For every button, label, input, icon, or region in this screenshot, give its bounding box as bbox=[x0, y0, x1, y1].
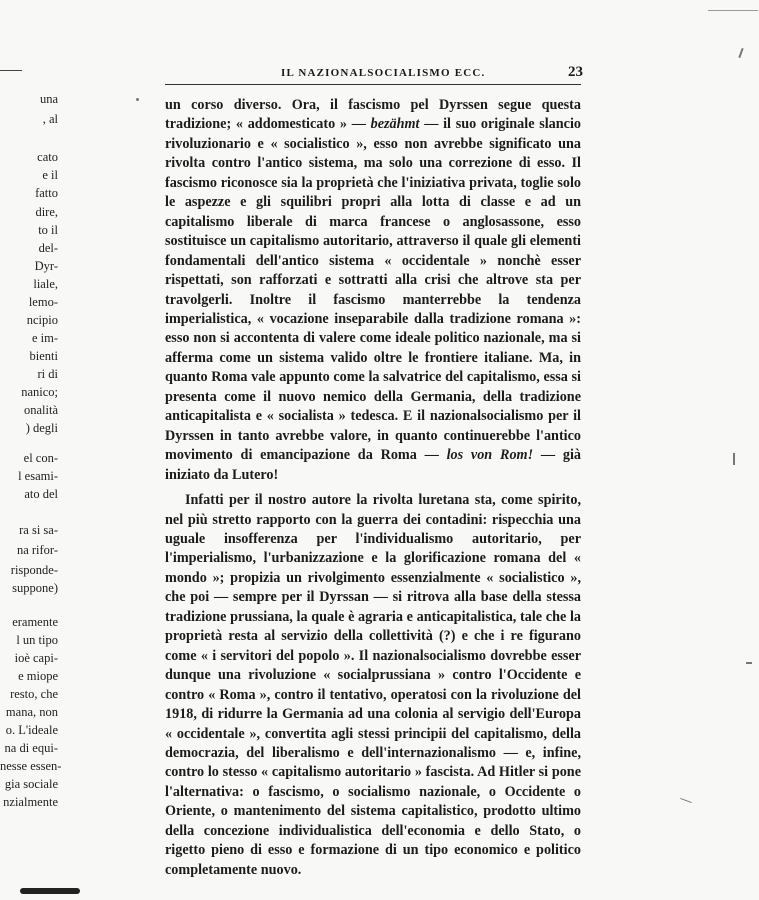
facing-page-line: cato bbox=[37, 150, 58, 164]
paragraph bbox=[165, 96, 581, 485]
body-text bbox=[165, 96, 581, 880]
facing-page-line: ri di bbox=[37, 367, 58, 381]
scan-mark bbox=[136, 98, 139, 101]
facing-page-line: e miope bbox=[18, 669, 58, 683]
scan-mark bbox=[733, 453, 735, 465]
facing-page-line: e im- bbox=[31, 331, 58, 345]
facing-page-rule bbox=[0, 70, 22, 71]
running-title: IL NAZIONALSOCIALISMO ECC. bbox=[281, 67, 486, 79]
running-head-rule bbox=[165, 84, 581, 85]
facing-page-line: na di equi- bbox=[4, 741, 58, 755]
text-run: un corso diverso. Ora, il fascismo pel Dyrssen segue questa tradizione; « addomesticato » — bbox=[165, 97, 581, 133]
facing-page-line: Dyr- bbox=[34, 259, 58, 273]
facing-page-line: ) degli bbox=[25, 421, 58, 435]
facing-page-line: to il bbox=[38, 223, 58, 237]
running-head bbox=[165, 64, 583, 84]
facing-page-line: suppone) bbox=[12, 581, 58, 595]
facing-page-line: ra si sa- bbox=[19, 523, 58, 537]
facing-page-line: liale, bbox=[33, 277, 58, 291]
facing-page-line: del- bbox=[38, 241, 58, 255]
facing-page-line: ioè capi- bbox=[14, 651, 58, 665]
scan-mark bbox=[746, 662, 752, 664]
facing-page-line: resto, che bbox=[10, 687, 58, 701]
facing-page-line: o. L'ideale bbox=[5, 723, 58, 737]
scan-mark bbox=[708, 10, 758, 11]
facing-page-line: el con- bbox=[23, 451, 58, 465]
facing-page-line: , al bbox=[42, 112, 58, 126]
paragraph bbox=[165, 491, 581, 880]
facing-page-line: bienti bbox=[29, 349, 58, 363]
facing-page-line: nanico; bbox=[21, 385, 58, 399]
text-run: — il suo originale slancio rivoluzionario e « socialistico », esso non avrebbe significato una rivolta contro l'antico sistema, ma solo una correzione di esso. Il fascismo riconosce sia la proprietà che l'iniziativa privata, toglie solo le aspezze e gli squilibri propri alla lotta di classe e ad un capitalismo liberale di marca francese o anglosassone, esso sostituisce un capitalismo autoritario, attraverso il quale gli elementi fondamentali dell'antico sistema « occidentale » nonchè esser rispettati, son rafforzati e sottratti alla crisi che altrove sta per travolgerli. Inoltre il fascismo manterrebbe la tendenza imperialistica, « vocazione inseparabile dalla tradizione romana »: esso non si accontenta di valere come ideale politico nazionale, ma si afferma come un sistema valido oltre le frontiere italiane. Ma, in quanto Roma vale appunto come la salvatrice del capitalismo, essa si presenta come il nuovo nemico della Germania, della tradizione anticapitalista e « socialista » tedesca. E il nazionalsocialismo per il Dyrssen in tanto avrebbe valore, in quanto continuerebbe l'antico movimento di emancipazione da Roma — bbox=[165, 116, 581, 464]
facing-page-fragment bbox=[0, 0, 62, 900]
facing-page-line: ncipio bbox=[26, 313, 58, 327]
text-run: Infatti per il nostro autore la rivolta luretana sta, come spirito, nel più stretto rapporto con la guerra dei contadini: rispecchia una uguale insofferenza per l'individualismo autoritario, per l'imperialismo, l'urbanizzazione e la glorificazione romana del « mondo »; propizia un rivolgimento essenzialmente « socialistico », che poi — sempre per il Dyrssan — si ritrova alla base della stessa tradizione prussiana, la quale è agraria e anticapitalistica, tale che la proprietà resta al servizio della collettività (?) e che i re figurano come « i servitori del popolo ». Il nazionalsocialismo dovrebbe esser dunque una rivoluzione « socialprussiana » contro l'Occidente e contro « Roma », contro il tentativo, operatosi con la rivoluzione del 1918, di ridurre la Germania ad una colonia al servigio dell'Europa « occidentale », convertita agli stessi principii del capitalismo, della democrazia, del liberalismo e dell'internazionalismo — e, infine, contro lo stesso « capitalismo autoritario » fascista. Ad Hitler si pone l'alternativa: o fascismo, o socialismo nazionale, o Occidente o Oriente, o mantenimento del sistema capitalistico, prodotto ultimo della concezione individualistica dell'economia e dello Stato, o rigetto pieno di esso e formazione di un tipo economico e politico completamente nuovo. bbox=[165, 492, 581, 878]
italic-text: los von Rom! bbox=[446, 447, 534, 464]
facing-page-line: l esami- bbox=[18, 469, 58, 483]
text-run: — già iniziato da Lutero! bbox=[165, 447, 581, 483]
facing-page-line: nesse essen- bbox=[0, 759, 62, 773]
page-number: 23 bbox=[568, 64, 583, 80]
facing-page-line: mana, non bbox=[5, 705, 58, 719]
facing-page-line: fatto bbox=[35, 186, 58, 200]
italic-text: bezähmt bbox=[370, 116, 420, 133]
facing-page-line: ato del bbox=[24, 487, 58, 501]
scan-mark bbox=[20, 888, 80, 894]
facing-page-line: l un tipo bbox=[16, 633, 58, 647]
facing-page-line: e il bbox=[42, 168, 58, 182]
facing-page-line: na rifor- bbox=[16, 543, 58, 557]
facing-page-line: dire, bbox=[35, 205, 58, 219]
facing-page-line: gia sociale bbox=[4, 777, 58, 791]
facing-page-line: nzialmente bbox=[3, 795, 58, 809]
facing-page-line: lemo- bbox=[28, 295, 58, 309]
facing-page-line: onalità bbox=[23, 403, 58, 417]
facing-page-line: risponde- bbox=[10, 563, 58, 577]
facing-page-line: eramente bbox=[12, 615, 58, 629]
facing-page-line: una bbox=[39, 92, 58, 106]
